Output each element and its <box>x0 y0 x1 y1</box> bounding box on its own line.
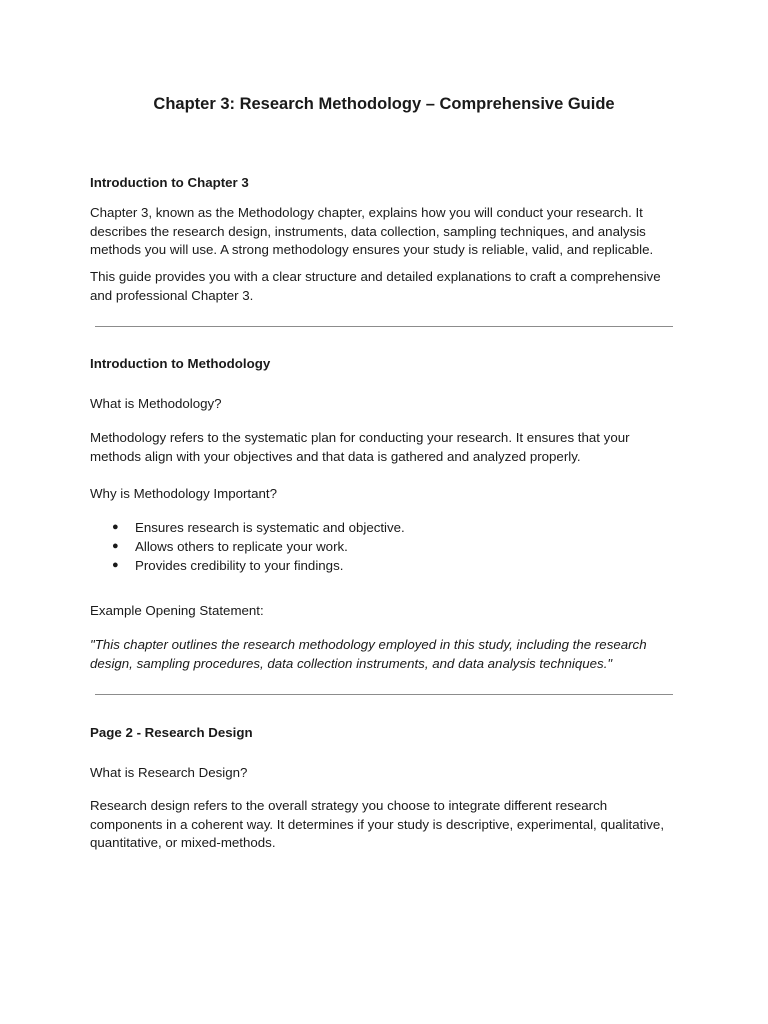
list-item <box>90 518 405 537</box>
list-item-text: Ensures research is systematic and objective. <box>135 520 405 535</box>
list-item-text: Allows others to replicate your work. <box>135 539 348 554</box>
bullet-icon: ● <box>112 559 119 571</box>
document-title: Chapter 3: Research Methodology – Comprehensive Guide <box>153 95 615 113</box>
importance-bullet-list <box>90 518 405 575</box>
methodology-importance-question: Why is Methodology Important? <box>90 486 277 501</box>
methodology-question: What is Methodology? <box>90 396 222 411</box>
research-design-definition: Research design refers to the overall strategy you choose to integrate different research components in a coherent way. It determines if your study is descriptive, experimental, qualitative, quantitative, or mixed-methods. <box>90 798 665 851</box>
intro-paragraph-2: This guide provides you with a clear structure and detailed explanations to craft a comprehensive and professional Chapter 3. <box>90 269 661 303</box>
methodology-definition: Methodology refers to the systematic plan for conducting your research. It ensures that your methods align with your objectives and that data is gathered and analyzed properly. <box>90 430 630 464</box>
section-divider <box>95 326 673 327</box>
list-item-text: Provides credibility to your findings. <box>135 558 344 573</box>
list-item <box>90 556 405 575</box>
list-item <box>90 537 405 556</box>
intro-heading: Introduction to Chapter 3 <box>90 175 249 190</box>
section-divider <box>95 694 673 695</box>
research-design-heading: Page 2 - Research Design <box>90 725 253 740</box>
example-quote: "This chapter outlines the research methodology employed in this study, including the research design, sampling procedures, data collection instruments, and data analysis techniques." <box>90 637 647 671</box>
bullet-icon: ● <box>112 521 119 533</box>
research-design-question: What is Research Design? <box>90 765 248 780</box>
example-label: Example Opening Statement: <box>90 603 264 618</box>
bullet-icon: ● <box>112 540 119 552</box>
intro-paragraph-1: Chapter 3, known as the Methodology chapter, explains how you will conduct your research. It describes the research design, instruments, data collection, sampling techniques, and analysis methods you will use. A strong methodology ensures your study is reliable, valid, and replicable. <box>90 205 654 258</box>
methodology-heading: Introduction to Methodology <box>90 356 271 371</box>
